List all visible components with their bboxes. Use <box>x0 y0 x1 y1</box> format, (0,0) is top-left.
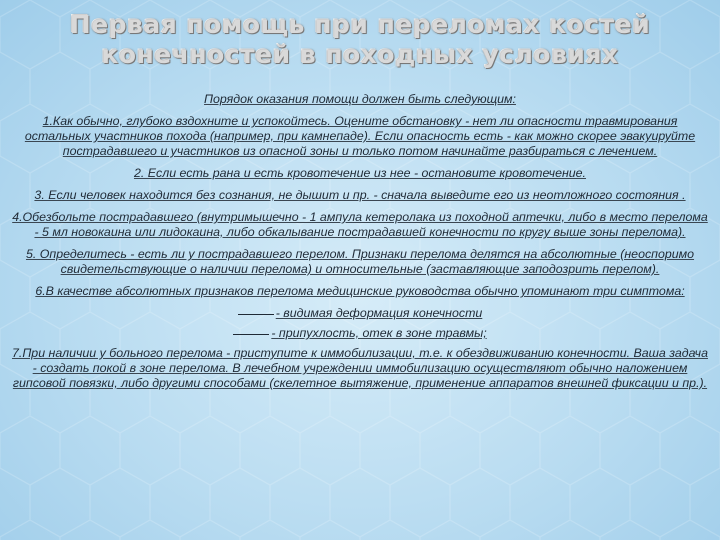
intro-text: Порядок оказания помощи должен быть следующим: <box>204 92 516 106</box>
step-1: 1.Как обычно, глубоко вздохните и успокойтесь. Оцените обстановку - нет ли опасности травмирования остальных участников похода (например, при камнепаде). Если опасность есть - как можно скорее эвакуируйте пострадавшего и участников из опасной зоны и только потом начинайте разбираться с лечением. <box>24 114 696 158</box>
step-3: 3. Если человек находится без сознания, не дышит и пр. - сначала выведите его из неотложного состояния . <box>34 188 686 202</box>
step-2: 2. Если есть рана и есть кровотечение из нее - остановите кровотечение. <box>133 166 587 180</box>
instructions-body <box>10 92 710 398</box>
sign-2 <box>10 326 710 341</box>
title-line-1: Первая помощь при переломах костей <box>69 10 651 39</box>
title-line-2: конечностей в походных условиях <box>101 40 619 69</box>
dash-line <box>238 314 274 315</box>
step-4: 4.Обезбольте пострадавшего (внутримышечно - 1 ампула кетеролака из походной аптечки, либо в место перелома - 5 мл новокаина или лидокаина, либо обкалывание пострадавшей конечности по кругу выше зоны перелома). <box>12 210 708 239</box>
sign-2-text: - припухлость, отек в зоне травмы; <box>271 326 487 340</box>
step-5: 5. Определитесь - есть ли у пострадавшего перелом. Признаки перелома делятся на абсолютные (неоспоримо свидетельствующие о наличии перелома) и относительные (заставляющие заподозрить перелом). <box>25 247 695 276</box>
sign-1-text: - видимая деформация конечности <box>275 306 483 320</box>
step-6: 6.В качестве абсолютных признаков перелома медицинские руководства обычно упоминают три симптома: <box>35 284 685 298</box>
page-title <box>0 10 720 70</box>
dash-line <box>233 334 269 335</box>
sign-1 <box>10 306 710 321</box>
step-7: 7.При наличии у больного перелома - приступите к иммобилизации, т.е. к обездвиживанию конечности. Ваша задача - создать покой в зоне перелома. В лечебном учреждении иммобилизацию осуществляют обычно наложением гипсовой повязки, либо другими способами (скелетное вытяжение, применение аппаратов внешней фиксации и пр.). <box>12 346 708 390</box>
